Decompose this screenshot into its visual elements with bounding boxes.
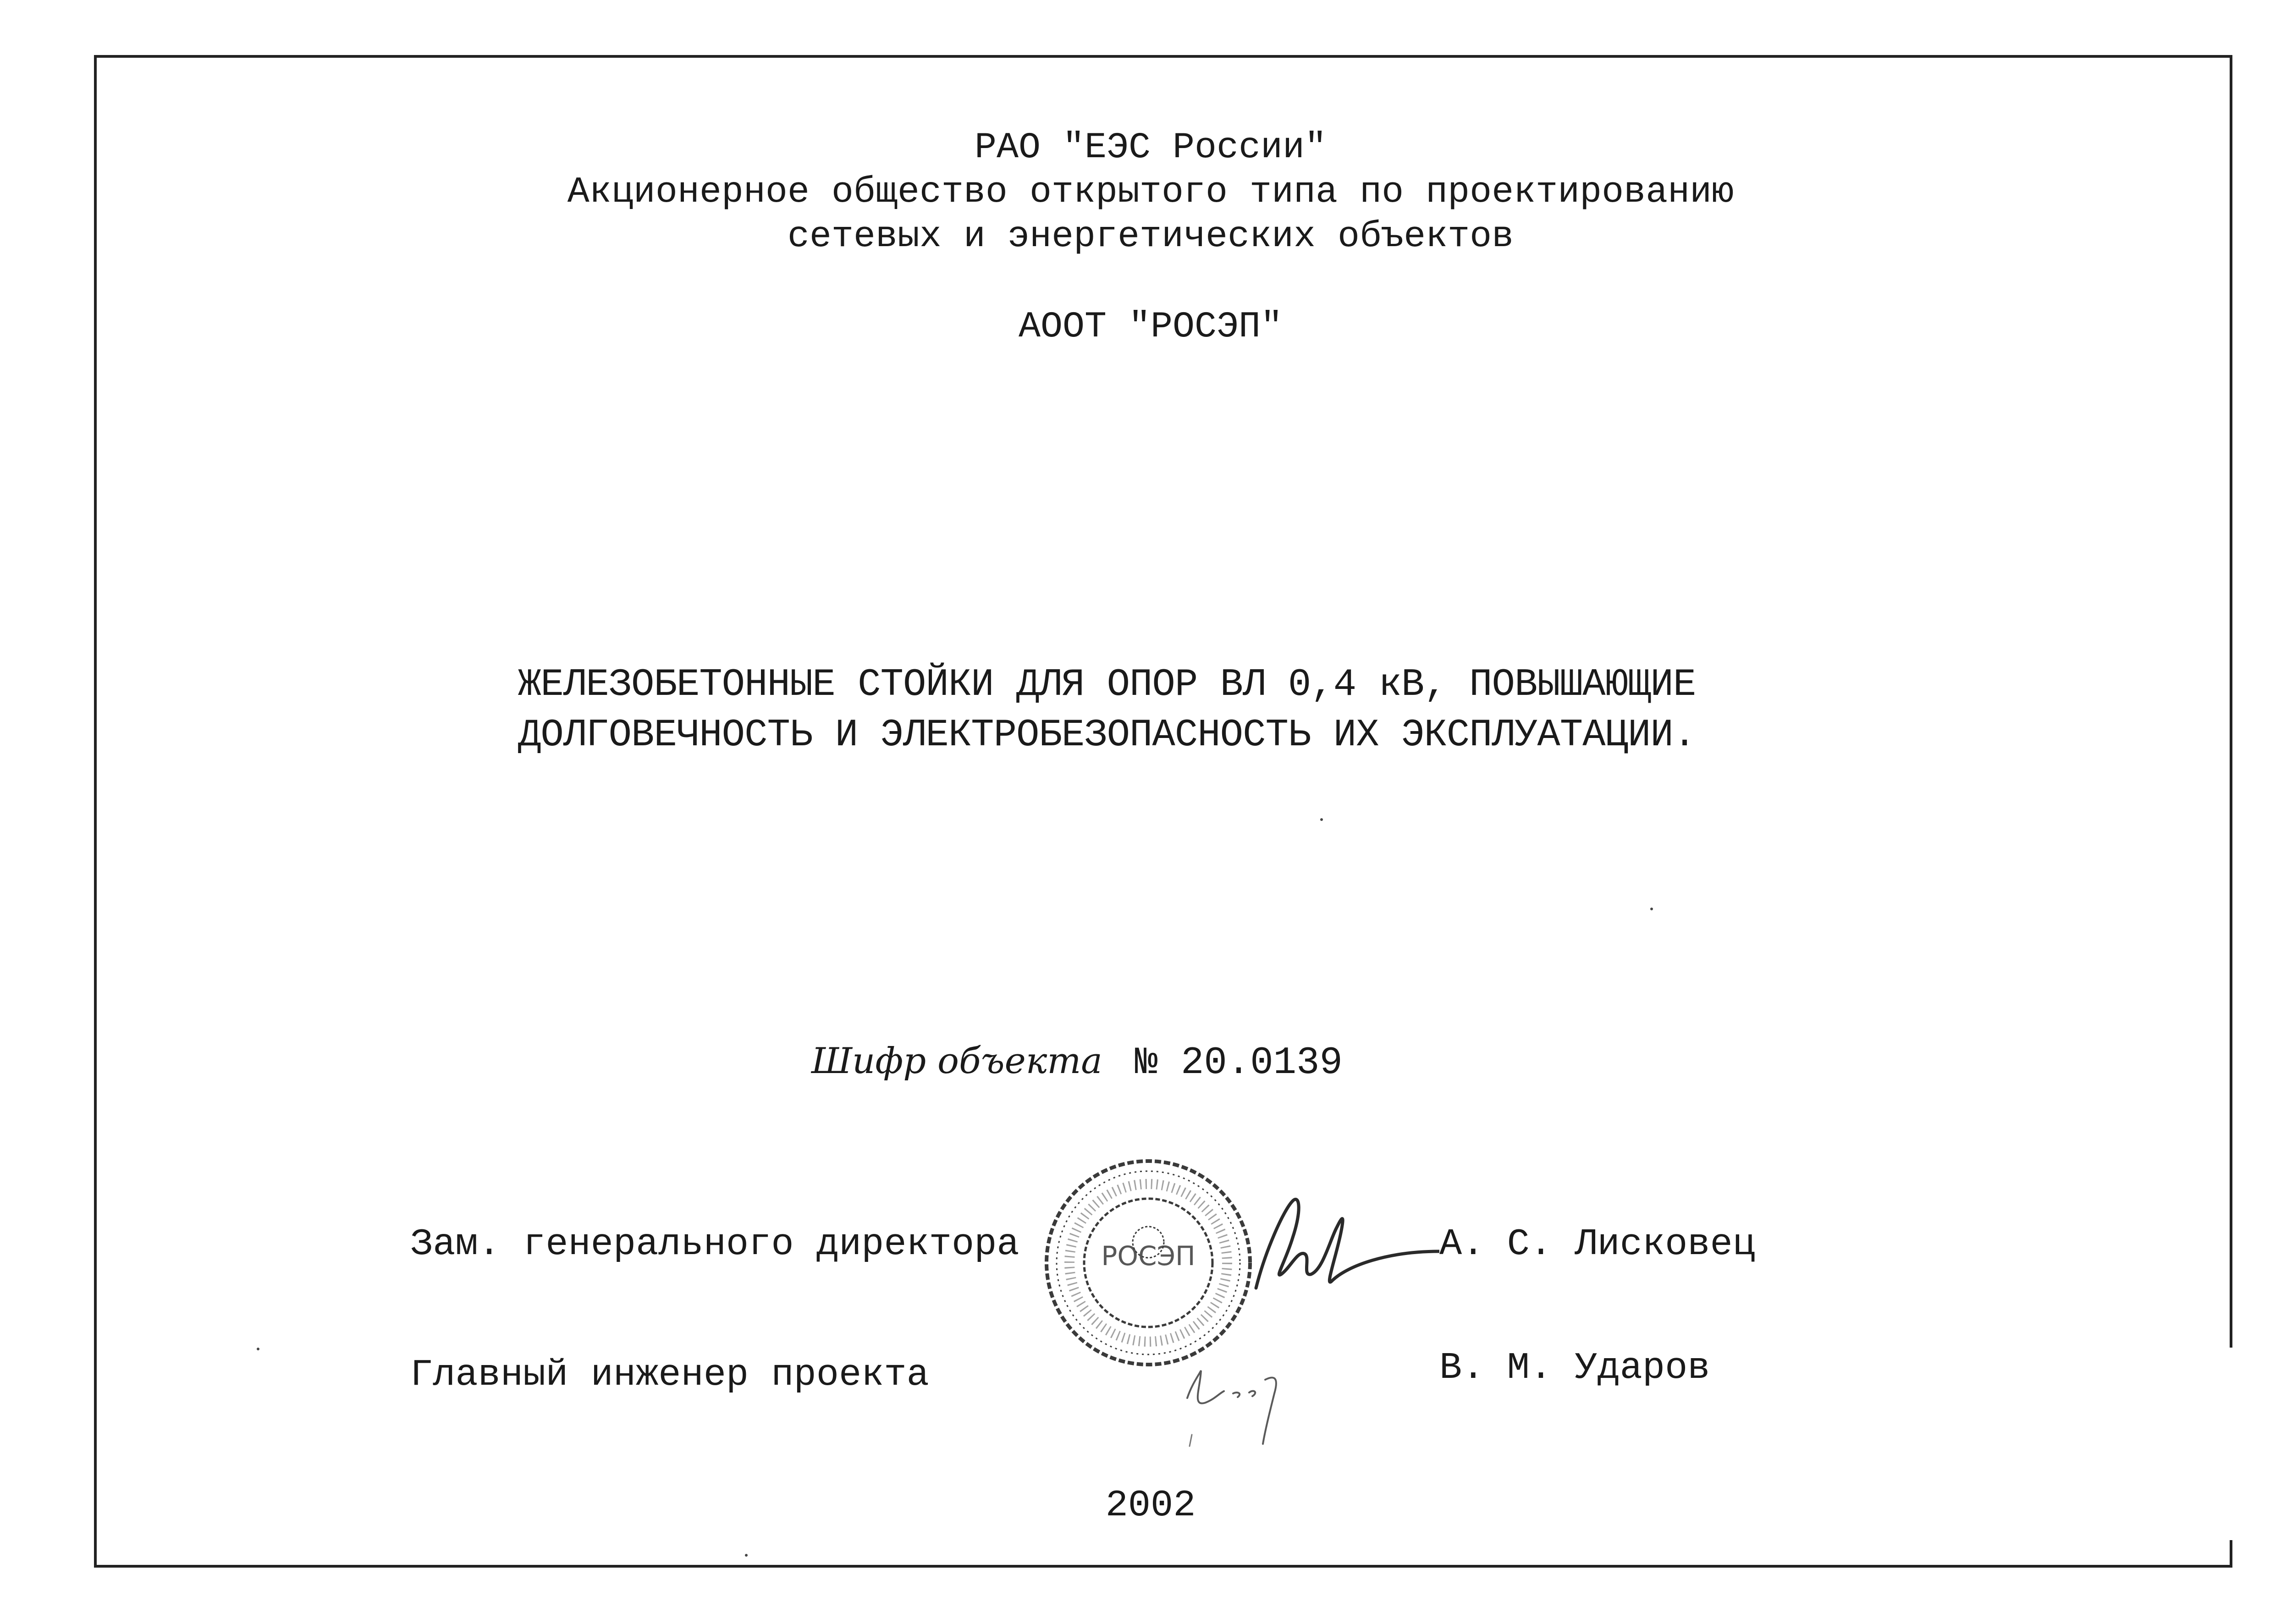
org-name-line-3: сетевых и энергетических объектов: [787, 216, 1514, 258]
scan-speck: [257, 1348, 259, 1350]
org-name-line-1: РАО "ЕЭС России": [974, 127, 1327, 169]
signatory-name-deputy-director: А. С. Лисковец: [1439, 1223, 1755, 1266]
object-code: [811, 1038, 1343, 1086]
signature-deputy-director: [1238, 1183, 1439, 1302]
round-seal-icon: [1041, 1155, 1256, 1371]
document-year: 2002: [1105, 1484, 1196, 1527]
scan-speck: [1320, 818, 1323, 821]
stamp-text: РОСЭП: [1101, 1240, 1196, 1272]
signatory-name-chief-engineer: В. М. Ударов: [1439, 1347, 1710, 1389]
signatory-role-chief-engineer: Главный инженер проекта: [410, 1354, 929, 1396]
scan-speck: [1650, 908, 1653, 910]
signatory-role-deputy-director: Зам. генерального директора: [410, 1223, 1019, 1266]
document-title-line-2: ДОЛГОВЕЧНОСТЬ И ЭЛЕКТРОБЕЗОПАСНОСТЬ ИХ ЭКСПЛУАТАЦИИ.: [518, 714, 1696, 757]
object-code-value: № 20.0139: [1135, 1041, 1343, 1085]
scan-speck: [745, 1554, 748, 1557]
document-title-line-1: ЖЕЛЕЗОБЕТОННЫЕ СТОЙКИ ДЛЯ ОПОР ВЛ 0,4 кВ, ПОВЫШАЮЩИЕ: [518, 663, 1696, 707]
object-code-label: Шифр объекта: [811, 1040, 1102, 1082]
signature-chief-engineer: [1174, 1343, 1293, 1448]
org-name-line-2: Акционерное общество открытого типа по проектированию: [567, 171, 1734, 213]
org-short-name: АООТ "РОСЭП": [1018, 306, 1283, 348]
